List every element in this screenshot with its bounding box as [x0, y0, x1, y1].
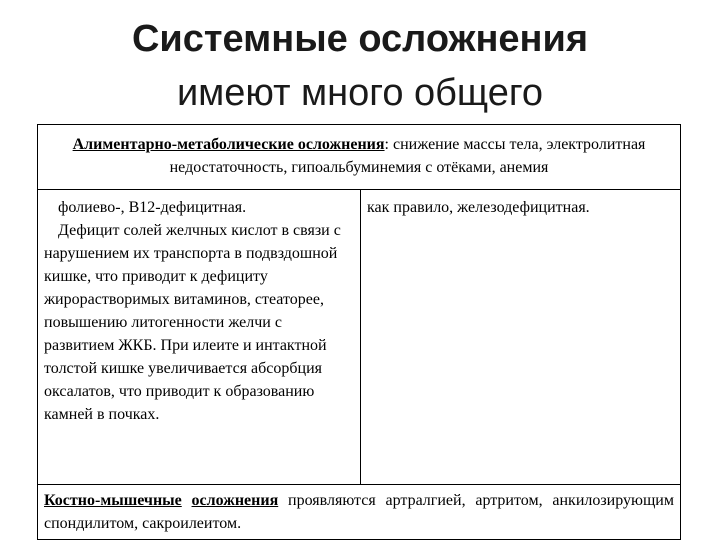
slide-title-line1: Системные осложнения — [131, 18, 589, 60]
alimentary-description: : снижение массы тела, электролитная недостаточность, гипоальбуминемия с отёками, анемия — [169, 136, 646, 176]
musculoskeletal-heading-part1: Костно-мышечные — [44, 492, 182, 509]
musculoskeletal-description: проявляются артралгией, артритом, анкилозирующим спондилитом, сакроилеитом. — [44, 492, 674, 532]
bile-acid-deficiency-text: Дефицит солей желчных кислот в связи с нарушением их транспорта в подвздошной кишке, что приводит к дефициту жирорастворимых витаминов, стеаторее, повышению литогенности желчи с развитием ЖКБ. При илеите и интактной толстой кишке увеличивается абсорбция оксалатов, что приводит к образованию камней в почках. — [44, 222, 341, 423]
anemia-types-right: как правило, железодефицитная. — [367, 199, 590, 216]
table-row-alimentary — [37, 124, 681, 190]
alimentary-heading: Алиментарно-метаболические осложнения — [72, 136, 385, 153]
table-cell-right — [360, 189, 681, 485]
anemia-types-left: фолиево-, В12-дефицитная. — [58, 199, 247, 216]
musculoskeletal-text — [44, 489, 674, 535]
table-cell-left — [37, 189, 361, 485]
left-cell-text — [44, 196, 354, 426]
alimentary-text — [48, 133, 670, 179]
musculoskeletal-heading-part2: осложнения — [191, 492, 279, 509]
table-row-musculoskeletal — [37, 484, 681, 540]
slide-title-line2: имеют много общего — [176, 72, 544, 114]
